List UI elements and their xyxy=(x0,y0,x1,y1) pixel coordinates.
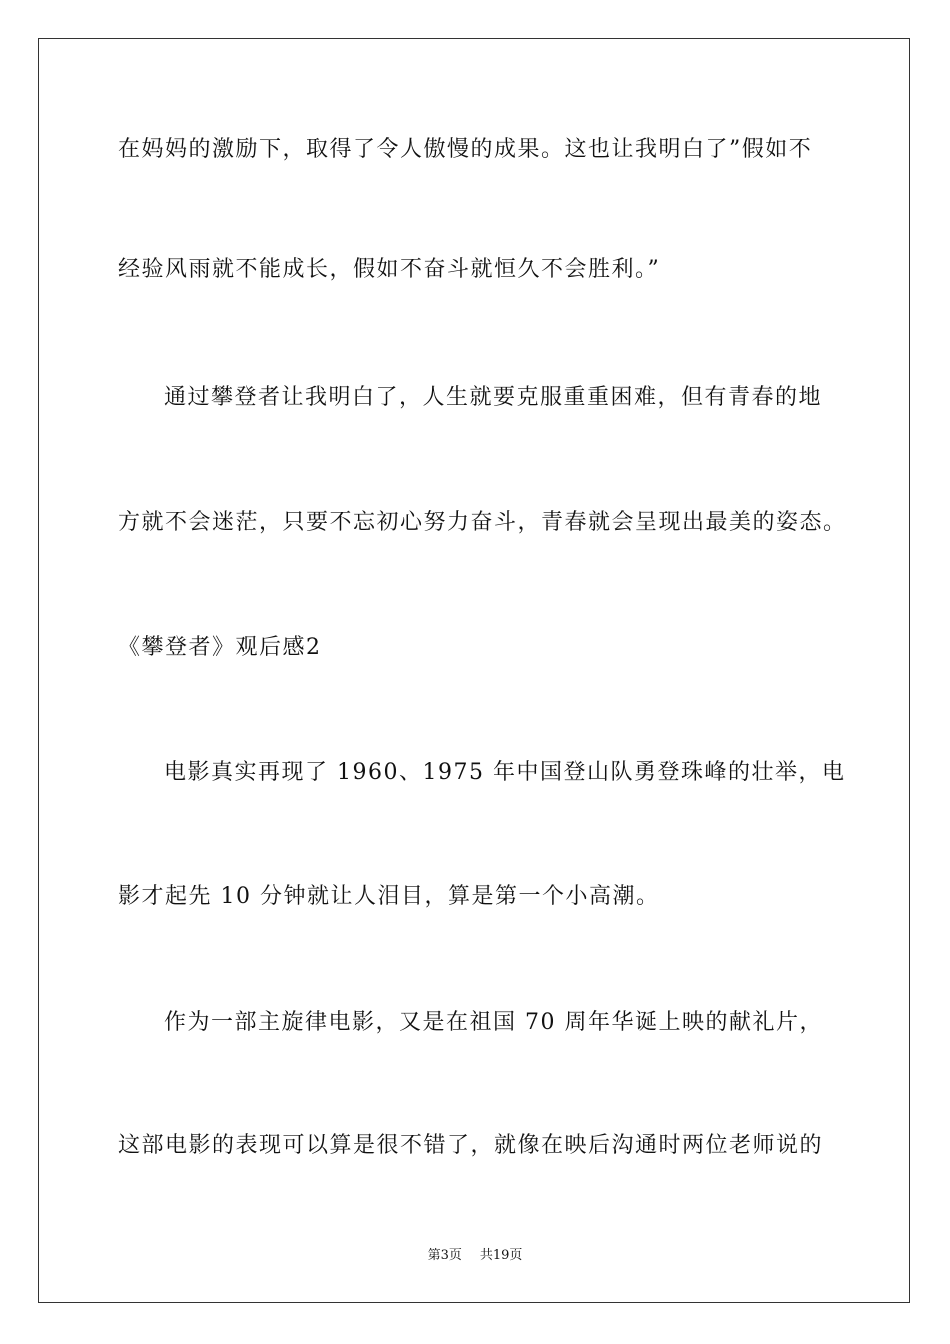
text-line-4: 方就不会迷茫，只要不忘初心努力奋斗，青春就会呈现出最美的姿态。 xyxy=(118,510,847,535)
page-total: 共19页 xyxy=(479,1248,523,1263)
page-border xyxy=(38,38,910,1303)
text-line-3: 通过攀登者让我明白了，人生就要克服重重困难，但有青春的地 xyxy=(164,385,823,410)
page-number: 第3页 xyxy=(427,1248,462,1263)
section-heading: 《攀登者》观后感2 xyxy=(118,635,322,660)
text-line-8: 这部电影的表现可以算是很不错了，就像在映后沟通时两位老师说的 xyxy=(118,1133,824,1158)
text-line-1: 在妈妈的激励下，取得了令人傲慢的成果。这也让我明白了”假如不 xyxy=(118,137,813,162)
text-line-2: 经验风雨就不能成长，假如不奋斗就恒久不会胜利。” xyxy=(118,257,661,282)
text-line-6: 影才起先 10 分钟就让人泪目，算是第一个小高潮。 xyxy=(118,884,660,909)
page-footer xyxy=(0,1248,950,1264)
text-line-5: 电影真实再现了 1960、1975 年中国登山队勇登珠峰的壮举，电 xyxy=(164,760,846,785)
text-line-7: 作为一部主旋律电影，又是在祖国 70 周年华诞上映的献礼片， xyxy=(164,1010,823,1035)
